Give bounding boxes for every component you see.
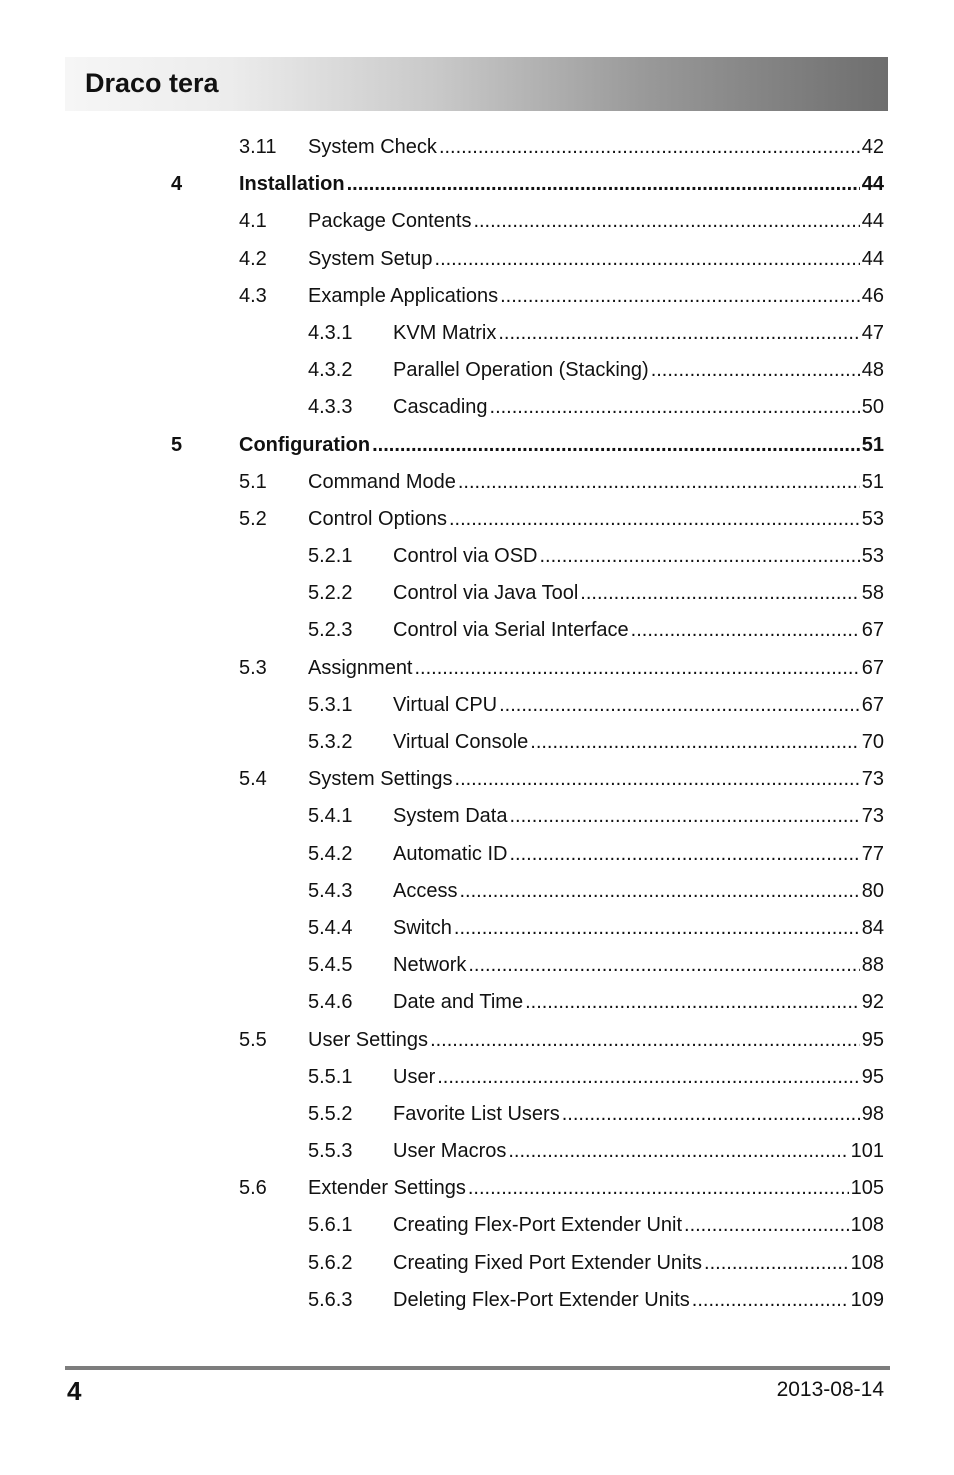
toc-entry[interactable] <box>0 1059 954 1096</box>
toc-entry-number: 4.3 <box>239 284 267 307</box>
toc-entry-title: System Setup <box>308 247 433 270</box>
toc-entry[interactable] <box>0 1245 954 1282</box>
toc-entry-line <box>308 1022 884 1059</box>
toc-leader-dots <box>684 1207 849 1244</box>
toc-entry-title: Control via Serial Interface <box>393 619 629 642</box>
toc-entry-title: User <box>393 1065 436 1088</box>
toc-entry-number: 5.3 <box>239 656 267 679</box>
toc-leader-dots <box>468 947 859 984</box>
toc-entry-title: Automatic ID <box>393 842 508 865</box>
toc-entry-title: Assignment <box>308 656 413 679</box>
toc-entry[interactable] <box>0 1170 954 1207</box>
toc-entry-page: 53 <box>861 545 884 568</box>
toc-entry-page: 67 <box>861 619 884 642</box>
toc-entry-title: Control via Java Tool <box>393 582 579 605</box>
toc-entry-number: 5.2.3 <box>308 619 353 642</box>
toc-entry-number: 5 <box>171 433 183 456</box>
toc-entry-number: 5.6.3 <box>308 1288 353 1311</box>
table-of-contents <box>0 129 954 1319</box>
toc-entry-title: Parallel Operation (Stacking) <box>393 359 649 382</box>
toc-entry-page: 67 <box>861 656 884 679</box>
toc-entry[interactable] <box>0 278 954 315</box>
toc-entry-title: User Macros <box>393 1140 507 1163</box>
toc-leader-dots <box>508 1133 848 1170</box>
toc-leader-dots <box>500 278 860 315</box>
toc-entry-title: Installation <box>239 173 345 196</box>
toc-entry-line <box>393 947 884 984</box>
toc-entry-line <box>393 836 884 873</box>
toc-entry-line <box>308 278 884 315</box>
toc-entry-page: 101 <box>850 1140 884 1163</box>
toc-entry-title: System Check <box>308 136 437 158</box>
toc-entry-title: Example Applications <box>308 284 499 307</box>
toc-entry[interactable] <box>0 241 954 278</box>
toc-entry-page: 42 <box>861 136 884 158</box>
toc-leader-dots <box>430 1022 860 1059</box>
toc-entry-line <box>308 501 884 538</box>
toc-entry[interactable] <box>0 352 954 389</box>
toc-entry-line <box>308 203 884 240</box>
toc-entry-line <box>393 724 884 761</box>
toc-entry-page: 95 <box>861 1065 884 1088</box>
toc-entry-number: 5.4.6 <box>308 991 353 1014</box>
toc-leader-dots <box>509 836 859 873</box>
toc-leader-dots <box>540 538 860 575</box>
toc-entry-line <box>393 1059 884 1096</box>
toc-entry-page: 80 <box>861 879 884 902</box>
toc-entry-line <box>393 687 884 724</box>
toc-entry-line <box>393 1245 884 1282</box>
toc-entry-title: Virtual Console <box>393 731 529 753</box>
toc-entry-title: User Settings <box>308 1028 429 1051</box>
toc-entry[interactable] <box>0 538 954 575</box>
toc-entry-number: 4.2 <box>239 247 267 270</box>
toc-entry-number: 5.4 <box>239 768 267 791</box>
toc-entry-number: 5.4.3 <box>308 879 353 902</box>
toc-entry-line <box>393 315 884 352</box>
toc-entry-page: 51 <box>861 433 884 456</box>
toc-entry-title: Creating Flex-Port Extender Unit <box>393 1214 683 1237</box>
toc-entry-page: 98 <box>861 1102 884 1125</box>
toc-entry-page: 84 <box>861 916 884 939</box>
toc-entry-number: 5.1 <box>239 470 267 493</box>
toc-entry-page: 95 <box>861 1028 884 1051</box>
footer-divider <box>65 1366 890 1370</box>
toc-entry-page: 44 <box>861 210 884 233</box>
toc-entry-number: 5.2.2 <box>308 582 353 605</box>
toc-entry-page: 53 <box>861 507 884 530</box>
toc-entry-page: 73 <box>861 805 884 828</box>
toc-entry[interactable] <box>0 910 954 947</box>
toc-entry-line <box>393 352 884 389</box>
toc-leader-dots <box>499 687 860 724</box>
toc-entry[interactable] <box>0 315 954 352</box>
toc-entry[interactable] <box>0 166 954 203</box>
page-number: 4 <box>67 1376 82 1406</box>
toc-entry-line <box>393 538 884 575</box>
toc-leader-dots <box>439 129 860 166</box>
toc-entry[interactable] <box>0 612 954 649</box>
toc-entry-number: 5.4.1 <box>308 805 353 828</box>
toc-entry[interactable] <box>0 1207 954 1244</box>
toc-entry-page: 88 <box>861 954 884 977</box>
toc-entry-number: 5.6.1 <box>308 1214 353 1237</box>
toc-entry-page: 108 <box>850 1214 884 1237</box>
toc-entry-title: Network <box>393 954 467 977</box>
toc-entry-page: 46 <box>861 284 884 307</box>
toc-entry-line <box>239 427 884 464</box>
toc-entry-number: 3.11 <box>239 136 277 158</box>
toc-entry-number: 5.2 <box>239 507 267 530</box>
toc-entry[interactable] <box>0 427 954 464</box>
toc-entry[interactable] <box>0 1022 954 1059</box>
toc-entry-title: Switch <box>393 916 452 939</box>
toc-entry-number: 5.3.1 <box>308 693 353 716</box>
toc-entry-line <box>308 464 884 501</box>
toc-entry-page: 105 <box>850 1177 884 1200</box>
toc-entry-page: 44 <box>861 247 884 270</box>
toc-entry-title: Extender Settings <box>308 1177 466 1200</box>
toc-leader-dots <box>530 724 859 761</box>
toc-leader-dots <box>509 798 859 835</box>
toc-entry-page: 58 <box>861 582 884 605</box>
toc-entry-number: 5.4.2 <box>308 842 353 865</box>
toc-entry-page: 51 <box>861 470 884 493</box>
toc-entry[interactable] <box>0 203 954 240</box>
toc-entry-number: 5.2.1 <box>308 545 353 568</box>
toc-entry[interactable] <box>0 650 954 687</box>
toc-entry[interactable] <box>0 575 954 612</box>
toc-entry-page: 50 <box>861 396 884 419</box>
toc-entry-line <box>393 1133 884 1170</box>
toc-entry-title: Date and Time <box>393 991 524 1014</box>
toc-entry-line <box>393 984 884 1021</box>
document-date: 2013-08-14 <box>776 1378 884 1401</box>
toc-entry[interactable] <box>0 1096 954 1133</box>
toc-entry-line <box>393 873 884 910</box>
toc-entry-number: 4.3.3 <box>308 396 353 419</box>
toc-entry-line <box>393 389 884 426</box>
toc-entry-number: 4.1 <box>239 210 267 233</box>
toc-entry-number: 5.5.1 <box>308 1065 353 1088</box>
toc-entry-page: 44 <box>861 173 884 196</box>
toc-entry[interactable] <box>0 1282 954 1319</box>
toc-leader-dots <box>473 203 859 240</box>
toc-entry-title: System Data <box>393 805 508 828</box>
toc-entry-page: 108 <box>850 1251 884 1274</box>
toc-leader-dots <box>631 612 860 649</box>
toc-entry-number: 5.5.2 <box>308 1102 353 1125</box>
toc-entry-page: 70 <box>861 731 884 753</box>
toc-entry-title: Favorite List Users <box>393 1102 560 1125</box>
toc-entry-title: Configuration <box>239 433 371 456</box>
toc-leader-dots <box>437 1059 860 1096</box>
toc-entry-line <box>393 910 884 947</box>
toc-entry-title: Creating Fixed Port Extender Units <box>393 1251 703 1274</box>
toc-entry[interactable] <box>0 389 954 426</box>
toc-leader-dots <box>449 501 860 538</box>
toc-leader-dots <box>651 352 860 389</box>
toc-leader-dots <box>347 166 860 203</box>
toc-entry[interactable] <box>0 687 954 724</box>
toc-leader-dots <box>435 241 860 278</box>
toc-leader-dots <box>580 575 859 612</box>
toc-entry-line <box>393 1282 884 1319</box>
toc-entry-page: 73 <box>861 768 884 791</box>
toc-leader-dots <box>692 1282 849 1319</box>
toc-entry-number: 4.3.2 <box>308 359 353 382</box>
toc-leader-dots <box>498 315 859 352</box>
toc-entry[interactable] <box>0 947 954 984</box>
toc-entry-title: Command Mode <box>308 470 456 493</box>
toc-leader-dots <box>415 650 860 687</box>
toc-entry[interactable] <box>0 501 954 538</box>
toc-entry-number: 5.3.2 <box>308 731 353 753</box>
toc-leader-dots <box>454 910 860 947</box>
toc-entry-line <box>308 241 884 278</box>
toc-entry-page: 77 <box>861 842 884 865</box>
toc-entry[interactable] <box>0 1133 954 1170</box>
toc-entry-page: 67 <box>861 693 884 716</box>
toc-entry-line <box>393 1207 884 1244</box>
toc-entry[interactable] <box>0 873 954 910</box>
toc-entry-page: 109 <box>850 1288 884 1311</box>
toc-entry[interactable] <box>0 129 954 166</box>
toc-entry-number: 5.5 <box>239 1028 267 1051</box>
toc-entry-number: 4.3.1 <box>308 321 353 344</box>
toc-entry-line <box>308 761 884 798</box>
toc-entry-number: 5.6 <box>239 1177 267 1200</box>
toc-entry-number: 5.6.2 <box>308 1251 353 1274</box>
toc-leader-dots <box>704 1245 849 1282</box>
toc-entry-line <box>393 612 884 649</box>
toc-leader-dots <box>490 389 860 426</box>
toc-entry-page: 47 <box>861 321 884 344</box>
toc-entry-title: System Settings <box>308 768 453 791</box>
toc-entry-title: Package Contents <box>308 210 472 233</box>
toc-entry-number: 5.4.4 <box>308 916 353 939</box>
toc-leader-dots <box>458 464 860 501</box>
toc-leader-dots <box>468 1170 849 1207</box>
toc-leader-dots <box>525 984 860 1021</box>
toc-entry-line <box>393 798 884 835</box>
toc-leader-dots <box>455 761 860 798</box>
toc-entry-title: Access <box>393 879 458 902</box>
toc-entry[interactable] <box>0 724 954 761</box>
toc-entry-line <box>308 129 884 166</box>
toc-leader-dots <box>459 873 859 910</box>
toc-entry-number: 4 <box>171 173 183 196</box>
toc-entry-line <box>308 650 884 687</box>
toc-entry-line <box>239 166 884 203</box>
document-title: Draco tera <box>85 68 219 98</box>
toc-entry-page: 48 <box>861 359 884 382</box>
toc-entry-title: Virtual CPU <box>393 693 498 716</box>
toc-entry-title: Cascading <box>393 396 488 419</box>
toc-entry[interactable] <box>0 464 954 501</box>
toc-entry-page: 92 <box>861 991 884 1014</box>
toc-entry-line <box>308 1170 884 1207</box>
toc-entry-title: Control via OSD <box>393 545 538 568</box>
header-bar <box>65 57 888 111</box>
toc-entry-number: 5.4.5 <box>308 954 353 977</box>
toc-leader-dots <box>372 427 860 464</box>
toc-entry[interactable] <box>0 761 954 798</box>
toc-entry-number: 5.5.3 <box>308 1140 353 1163</box>
toc-leader-dots <box>562 1096 860 1133</box>
toc-entry-line <box>393 1096 884 1133</box>
toc-entry[interactable] <box>0 984 954 1021</box>
toc-entry-title: KVM Matrix <box>393 321 497 344</box>
toc-entry[interactable] <box>0 836 954 873</box>
toc-entry-line <box>393 575 884 612</box>
toc-entry[interactable] <box>0 798 954 835</box>
toc-entry-title: Deleting Flex-Port Extender Units <box>393 1288 690 1311</box>
toc-entry-title: Control Options <box>308 507 447 530</box>
